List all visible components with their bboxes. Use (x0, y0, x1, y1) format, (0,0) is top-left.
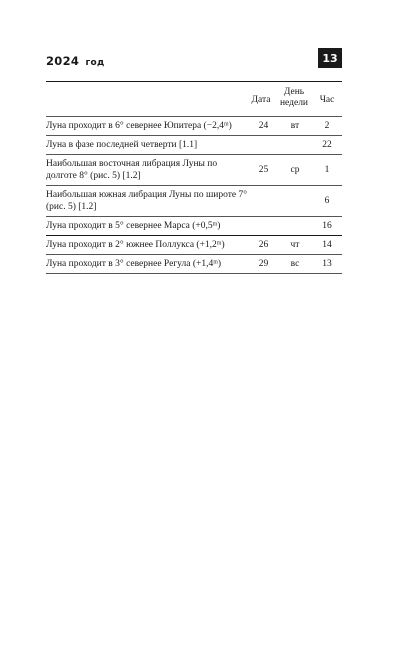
event-description: Наибольшая южная либрация Луны по широте 7° (рис. 5) [1.2] (46, 186, 249, 217)
event-date (249, 217, 278, 236)
event-description: Луна проходит в 5° севернее Марса (+0,5ᵐ) (46, 217, 249, 236)
event-description: Луна проходит в 2° южнее Поллукса (+1,2ᵐ) (46, 236, 249, 255)
year-suffix: год (85, 58, 105, 68)
event-weekday: вс (278, 255, 312, 274)
column-header-weekday-line2: недели (279, 98, 309, 108)
event-date (249, 136, 278, 155)
column-header-date: Дата (251, 95, 271, 105)
table-row (46, 155, 342, 186)
event-date: 25 (249, 155, 278, 186)
page-number: 13 (318, 48, 342, 68)
column-header-weekday-line1: День (283, 87, 305, 97)
event-date: 29 (249, 255, 278, 274)
event-weekday (278, 217, 312, 236)
table-row (46, 236, 342, 255)
event-date: 24 (249, 117, 278, 136)
column-header-weekday (278, 87, 310, 109)
event-weekday: чт (278, 236, 312, 255)
table-row (46, 186, 342, 217)
event-hour: 6 (312, 186, 342, 217)
event-weekday: вт (278, 117, 312, 136)
column-header-hour: Час (319, 95, 335, 105)
event-description: Луна в фазе последней четверти [1.1] (46, 136, 249, 155)
event-hour: 22 (312, 136, 342, 155)
table-row (46, 136, 342, 155)
table-row (46, 217, 342, 236)
event-weekday: ср (278, 155, 312, 186)
running-head (46, 54, 105, 68)
event-description: Наибольшая восточная либрация Луны по долготе 8° (рис. 5) [1.2] (46, 155, 249, 186)
event-hour: 16 (312, 217, 342, 236)
table-row (46, 255, 342, 274)
event-hour: 14 (312, 236, 342, 255)
page-header (46, 48, 342, 76)
event-description: Луна проходит в 6° севернее Юпитера (−2,4ᵐ) (46, 117, 249, 136)
event-hour: 2 (312, 117, 342, 136)
event-date: 26 (249, 236, 278, 255)
event-hour: 1 (312, 155, 342, 186)
top-rule (46, 81, 342, 82)
table-header (46, 83, 342, 113)
event-weekday (278, 136, 312, 155)
event-hour: 13 (312, 255, 342, 274)
table-row (46, 117, 342, 136)
event-date (249, 186, 278, 217)
event-weekday (278, 186, 312, 217)
events-table (46, 116, 342, 274)
year-label: 2024 (46, 54, 80, 68)
event-description: Луна проходит в 3° севернее Регула (+1,4ᵐ) (46, 255, 249, 274)
